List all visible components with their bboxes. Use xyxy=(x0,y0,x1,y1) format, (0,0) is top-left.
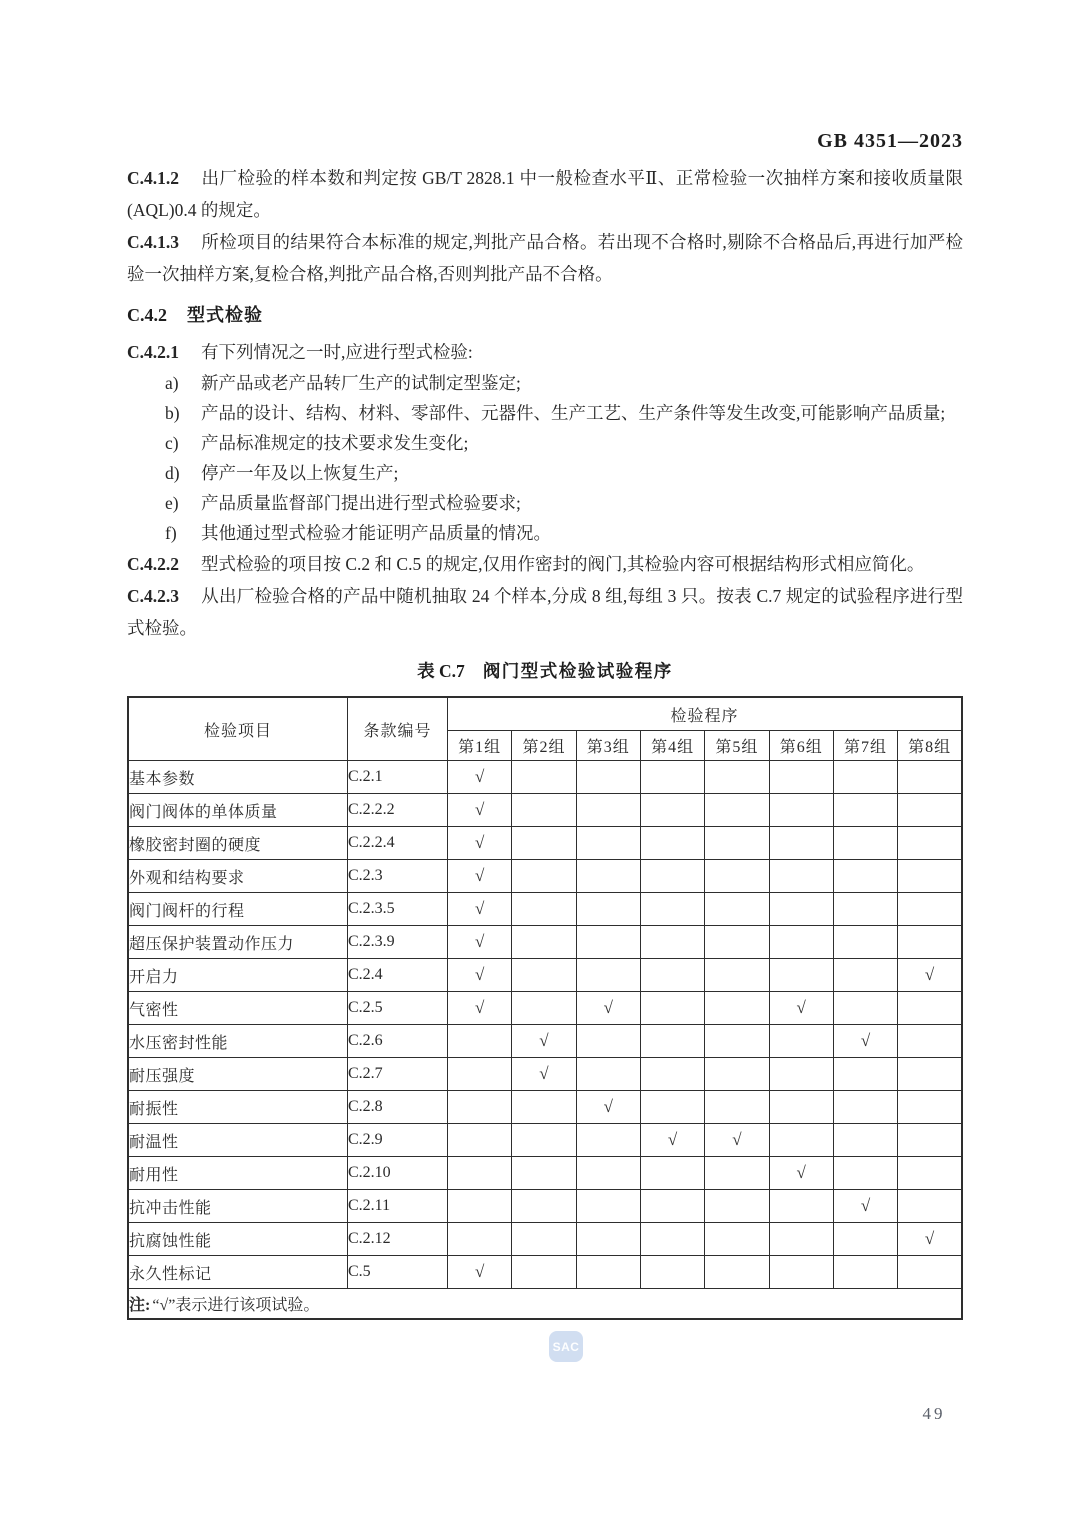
cell-group-5 xyxy=(705,1223,769,1256)
cell-group-6 xyxy=(769,1190,833,1223)
cell-group-5 xyxy=(705,1157,769,1190)
cell-item: 橡胶密封圈的硬度 xyxy=(128,827,348,860)
cell-group-1 xyxy=(448,1025,512,1058)
intro-paragraphs xyxy=(127,162,963,290)
table-row xyxy=(128,893,962,926)
clause-paragraph xyxy=(127,548,963,580)
cell-group-8 xyxy=(898,827,962,860)
cell-group-4 xyxy=(640,1223,704,1256)
cell-group-4: √ xyxy=(640,1124,704,1157)
cell-clause: C.5 xyxy=(348,1256,448,1289)
cell-group-8 xyxy=(898,992,962,1025)
clause-paragraph xyxy=(127,336,963,368)
cell-clause: C.2.10 xyxy=(348,1157,448,1190)
cell-group-3 xyxy=(576,1157,640,1190)
cell-group-8 xyxy=(898,1124,962,1157)
cell-group-3 xyxy=(576,1124,640,1157)
clause-text: 有下列情况之一时,应进行型式检验: xyxy=(201,342,473,362)
cell-item: 耐温性 xyxy=(128,1124,348,1157)
cell-group-2 xyxy=(512,1256,576,1289)
table-note xyxy=(128,1289,962,1320)
condition-marker: e) xyxy=(165,493,179,513)
cell-group-2 xyxy=(512,1157,576,1190)
condition-marker: f) xyxy=(165,523,177,543)
clause-text: 所检项目的结果符合本标准的规定,判批产品合格。若出现不合格时,剔除不合格品后,再进行加严检验一次抽样方案,复检合格,判批产品合格,否则判批产品不合格。 xyxy=(127,232,963,284)
cell-group-6 xyxy=(769,1256,833,1289)
page-body xyxy=(127,0,963,1320)
table-row xyxy=(128,1025,962,1058)
post-paragraphs xyxy=(127,548,963,644)
cell-clause: C.2.6 xyxy=(348,1025,448,1058)
cell-clause: C.2.4 xyxy=(348,959,448,992)
table-caption-title: 阀门型式检验试验程序 xyxy=(482,661,673,681)
cell-group-1: √ xyxy=(448,992,512,1025)
cell-clause: C.2.3.5 xyxy=(348,893,448,926)
cell-group-6 xyxy=(769,794,833,827)
cell-group-1 xyxy=(448,1223,512,1256)
cell-group-2 xyxy=(512,860,576,893)
cell-group-3 xyxy=(576,860,640,893)
cell-group-4 xyxy=(640,992,704,1025)
cell-group-6 xyxy=(769,926,833,959)
cell-group-5 xyxy=(705,860,769,893)
cell-clause: C.2.5 xyxy=(348,992,448,1025)
cell-group-7 xyxy=(833,794,897,827)
cell-group-7 xyxy=(833,827,897,860)
table-row xyxy=(128,1091,962,1124)
cell-group-3 xyxy=(576,959,640,992)
cell-group-5 xyxy=(705,761,769,794)
col-header-group: 第3组 xyxy=(576,731,640,761)
clause-text: 从出厂检验合格的产品中随机抽取 24 个样本,分成 8 组,每组 3 只。按表 C.7 规定的试验程序进行型式检验。 xyxy=(127,586,963,638)
table-footer xyxy=(128,1289,962,1320)
cell-group-2 xyxy=(512,1190,576,1223)
table-row xyxy=(128,1223,962,1256)
cell-group-6 xyxy=(769,860,833,893)
cell-group-2 xyxy=(512,761,576,794)
cell-group-4 xyxy=(640,893,704,926)
table-header-row-1 xyxy=(128,697,962,731)
cell-group-1 xyxy=(448,1058,512,1091)
cell-item: 气密性 xyxy=(128,992,348,1025)
cell-group-5 xyxy=(705,794,769,827)
cell-group-8 xyxy=(898,1025,962,1058)
table-caption xyxy=(127,656,963,686)
cell-item: 抗冲击性能 xyxy=(128,1190,348,1223)
clause-paragraph xyxy=(127,226,963,290)
cell-group-4 xyxy=(640,1058,704,1091)
cell-group-6 xyxy=(769,1058,833,1091)
clause-label: C.4.1.2 xyxy=(127,168,180,188)
cell-item: 永久性标记 xyxy=(128,1256,348,1289)
cell-group-2 xyxy=(512,893,576,926)
clause-paragraph xyxy=(127,580,963,644)
cell-group-5 xyxy=(705,827,769,860)
cell-group-2 xyxy=(512,926,576,959)
section-heading xyxy=(127,300,963,330)
cell-group-4 xyxy=(640,1025,704,1058)
cell-group-3 xyxy=(576,827,640,860)
cell-group-2 xyxy=(512,794,576,827)
cell-group-8: √ xyxy=(898,1223,962,1256)
clause-paragraph xyxy=(127,162,963,226)
condition-item xyxy=(127,488,963,518)
section-title: 型式检验 xyxy=(187,305,263,325)
cell-group-5 xyxy=(705,1025,769,1058)
condition-text: 停产一年及以上恢复生产; xyxy=(201,463,399,483)
cell-item: 耐压强度 xyxy=(128,1058,348,1091)
cell-group-6: √ xyxy=(769,992,833,1025)
col-header-procedure: 检验程序 xyxy=(448,697,963,731)
cell-group-4 xyxy=(640,794,704,827)
table-caption-label: 表 C.7 xyxy=(417,661,465,681)
col-header-clause: 条款编号 xyxy=(348,697,448,761)
cell-group-4 xyxy=(640,860,704,893)
table-row xyxy=(128,1058,962,1091)
cell-group-8 xyxy=(898,1190,962,1223)
cell-group-7: √ xyxy=(833,1190,897,1223)
cell-group-7 xyxy=(833,1124,897,1157)
cell-group-8 xyxy=(898,926,962,959)
condition-marker: d) xyxy=(165,463,180,483)
table-row xyxy=(128,1124,962,1157)
cell-group-3 xyxy=(576,794,640,827)
cell-group-2 xyxy=(512,827,576,860)
cell-clause: C.2.8 xyxy=(348,1091,448,1124)
page-number: 49 xyxy=(922,1404,946,1423)
cell-group-5 xyxy=(705,1058,769,1091)
cell-group-3 xyxy=(576,893,640,926)
cell-group-1: √ xyxy=(448,926,512,959)
table-body xyxy=(128,761,962,1289)
cell-group-8 xyxy=(898,893,962,926)
col-header-group: 第5组 xyxy=(705,731,769,761)
table-row xyxy=(128,761,962,794)
cell-group-6 xyxy=(769,1025,833,1058)
cell-group-4 xyxy=(640,1091,704,1124)
doc-number: GB 4351—2023 xyxy=(817,130,963,152)
condition-item xyxy=(127,518,963,548)
cell-group-3 xyxy=(576,761,640,794)
table-note-label: 注: xyxy=(129,1297,151,1314)
cell-group-7 xyxy=(833,860,897,893)
cell-group-7 xyxy=(833,992,897,1025)
condition-text: 产品标准规定的技术要求发生变化; xyxy=(201,433,469,453)
cell-group-8 xyxy=(898,794,962,827)
cell-group-8 xyxy=(898,1058,962,1091)
table-header xyxy=(128,697,962,761)
cell-group-4 xyxy=(640,1190,704,1223)
cell-item: 开启力 xyxy=(128,959,348,992)
cell-group-1: √ xyxy=(448,794,512,827)
cell-group-1: √ xyxy=(448,959,512,992)
cell-group-2 xyxy=(512,1091,576,1124)
clause-text: 型式检验的项目按 C.2 和 C.5 的规定,仅用作密封的阀门,其检验内容可根据结构形式相应简化。 xyxy=(201,554,925,574)
cell-group-2 xyxy=(512,1223,576,1256)
col-header-group: 第4组 xyxy=(640,731,704,761)
cell-group-7 xyxy=(833,1091,897,1124)
clause-label: C.4.2.3 xyxy=(127,586,180,606)
table-row xyxy=(128,860,962,893)
cell-group-5 xyxy=(705,1091,769,1124)
cell-group-7 xyxy=(833,893,897,926)
condition-text: 其他通过型式检验才能证明产品质量的情况。 xyxy=(201,523,551,543)
clause-label: C.4.2.1 xyxy=(127,342,180,362)
cell-group-4 xyxy=(640,1256,704,1289)
cell-clause: C.2.12 xyxy=(348,1223,448,1256)
cell-group-1 xyxy=(448,1091,512,1124)
cell-group-5 xyxy=(705,959,769,992)
cell-group-8 xyxy=(898,860,962,893)
cell-group-1: √ xyxy=(448,827,512,860)
cell-group-6: √ xyxy=(769,1157,833,1190)
cell-group-3: √ xyxy=(576,992,640,1025)
cell-group-3 xyxy=(576,1223,640,1256)
cell-group-2 xyxy=(512,1124,576,1157)
cell-group-7 xyxy=(833,1256,897,1289)
cell-group-1: √ xyxy=(448,860,512,893)
cell-group-3: √ xyxy=(576,1091,640,1124)
cell-clause: C.2.3.9 xyxy=(348,926,448,959)
test-procedure-table xyxy=(127,696,963,1320)
condition-marker: a) xyxy=(165,373,179,393)
cell-group-2 xyxy=(512,992,576,1025)
cell-item: 外观和结构要求 xyxy=(128,860,348,893)
condition-list xyxy=(127,368,963,548)
cell-item: 耐振性 xyxy=(128,1091,348,1124)
cell-group-8 xyxy=(898,1091,962,1124)
cell-group-5 xyxy=(705,893,769,926)
cell-group-3 xyxy=(576,1025,640,1058)
cell-clause: C.2.9 xyxy=(348,1124,448,1157)
table-row xyxy=(128,926,962,959)
cell-group-7 xyxy=(833,1157,897,1190)
cell-group-1: √ xyxy=(448,1256,512,1289)
condition-item xyxy=(127,428,963,458)
table-row xyxy=(128,992,962,1025)
cell-group-8 xyxy=(898,1157,962,1190)
cell-group-7 xyxy=(833,926,897,959)
cell-group-8: √ xyxy=(898,959,962,992)
cell-group-5 xyxy=(705,926,769,959)
cell-group-2 xyxy=(512,959,576,992)
cell-group-4 xyxy=(640,1157,704,1190)
cell-group-8 xyxy=(898,1256,962,1289)
cell-group-5 xyxy=(705,1190,769,1223)
cell-group-6 xyxy=(769,893,833,926)
cell-group-6 xyxy=(769,959,833,992)
cell-clause: C.2.2.2 xyxy=(348,794,448,827)
cell-group-4 xyxy=(640,959,704,992)
table-row xyxy=(128,827,962,860)
clause-label: C.4.1.3 xyxy=(127,232,180,252)
cell-item: 抗腐蚀性能 xyxy=(128,1223,348,1256)
cell-group-4 xyxy=(640,761,704,794)
cell-item: 基本参数 xyxy=(128,761,348,794)
cell-group-1 xyxy=(448,1124,512,1157)
condition-text: 产品质量监督部门提出进行型式检验要求; xyxy=(201,493,521,513)
cell-group-7 xyxy=(833,959,897,992)
condition-item xyxy=(127,458,963,488)
clause-label: C.4.2.2 xyxy=(127,554,180,574)
cell-item: 超压保护装置动作压力 xyxy=(128,926,348,959)
cell-clause: C.2.2.4 xyxy=(348,827,448,860)
cell-clause: C.2.1 xyxy=(348,761,448,794)
cell-item: 水压密封性能 xyxy=(128,1025,348,1058)
col-header-item: 检验项目 xyxy=(128,697,348,761)
cell-group-1 xyxy=(448,1157,512,1190)
cell-group-7 xyxy=(833,1223,897,1256)
condition-marker: b) xyxy=(165,403,180,423)
cell-clause: C.2.7 xyxy=(348,1058,448,1091)
table-row xyxy=(128,1256,962,1289)
cell-group-7: √ xyxy=(833,1025,897,1058)
table-note-row xyxy=(128,1289,962,1320)
cell-clause: C.2.3 xyxy=(348,860,448,893)
cell-group-2: √ xyxy=(512,1058,576,1091)
cell-group-6 xyxy=(769,1124,833,1157)
cell-group-3 xyxy=(576,1256,640,1289)
cell-group-5: √ xyxy=(705,1124,769,1157)
cell-clause: C.2.11 xyxy=(348,1190,448,1223)
condition-item xyxy=(127,398,963,428)
table-row xyxy=(128,1157,962,1190)
cell-group-3 xyxy=(576,1058,640,1091)
cell-item: 阀门阀杆的行程 xyxy=(128,893,348,926)
cell-group-1: √ xyxy=(448,761,512,794)
cell-group-5 xyxy=(705,992,769,1025)
condition-item xyxy=(127,368,963,398)
cell-group-2: √ xyxy=(512,1025,576,1058)
col-header-group: 第2组 xyxy=(512,731,576,761)
cell-group-7 xyxy=(833,1058,897,1091)
cell-group-6 xyxy=(769,1223,833,1256)
cell-item: 阀门阀体的单体质量 xyxy=(128,794,348,827)
cell-group-3 xyxy=(576,926,640,959)
cell-group-4 xyxy=(640,926,704,959)
cell-group-8 xyxy=(898,761,962,794)
col-header-group: 第7组 xyxy=(833,731,897,761)
sac-watermark: SAC xyxy=(549,1331,583,1362)
cell-group-6 xyxy=(769,827,833,860)
col-header-group: 第8组 xyxy=(898,731,962,761)
cell-group-1 xyxy=(448,1190,512,1223)
condition-text: 新产品或老产品转厂生产的试制定型鉴定; xyxy=(201,373,521,393)
cell-group-1: √ xyxy=(448,893,512,926)
table-note-text: “√”表示进行该项试验。 xyxy=(152,1297,320,1314)
cell-group-5 xyxy=(705,1256,769,1289)
table-row xyxy=(128,959,962,992)
table-row xyxy=(128,794,962,827)
cell-group-6 xyxy=(769,761,833,794)
section-label: C.4.2 xyxy=(127,305,167,325)
col-header-group: 第1组 xyxy=(448,731,512,761)
condition-marker: c) xyxy=(165,433,179,453)
clause-text: 出厂检验的样本数和判定按 GB/T 2828.1 中一般检查水平Ⅱ、正常检验一次抽样方案和接收质量限(AQL)0.4 的规定。 xyxy=(127,168,963,220)
cell-group-7 xyxy=(833,761,897,794)
table-row xyxy=(128,1190,962,1223)
cell-group-6 xyxy=(769,1091,833,1124)
cell-group-3 xyxy=(576,1190,640,1223)
cell-item: 耐用性 xyxy=(128,1157,348,1190)
cell-group-4 xyxy=(640,827,704,860)
col-header-group: 第6组 xyxy=(769,731,833,761)
condition-text: 产品的设计、结构、材料、零部件、元器件、生产工艺、生产条件等发生改变,可能影响产品质量; xyxy=(201,403,946,423)
